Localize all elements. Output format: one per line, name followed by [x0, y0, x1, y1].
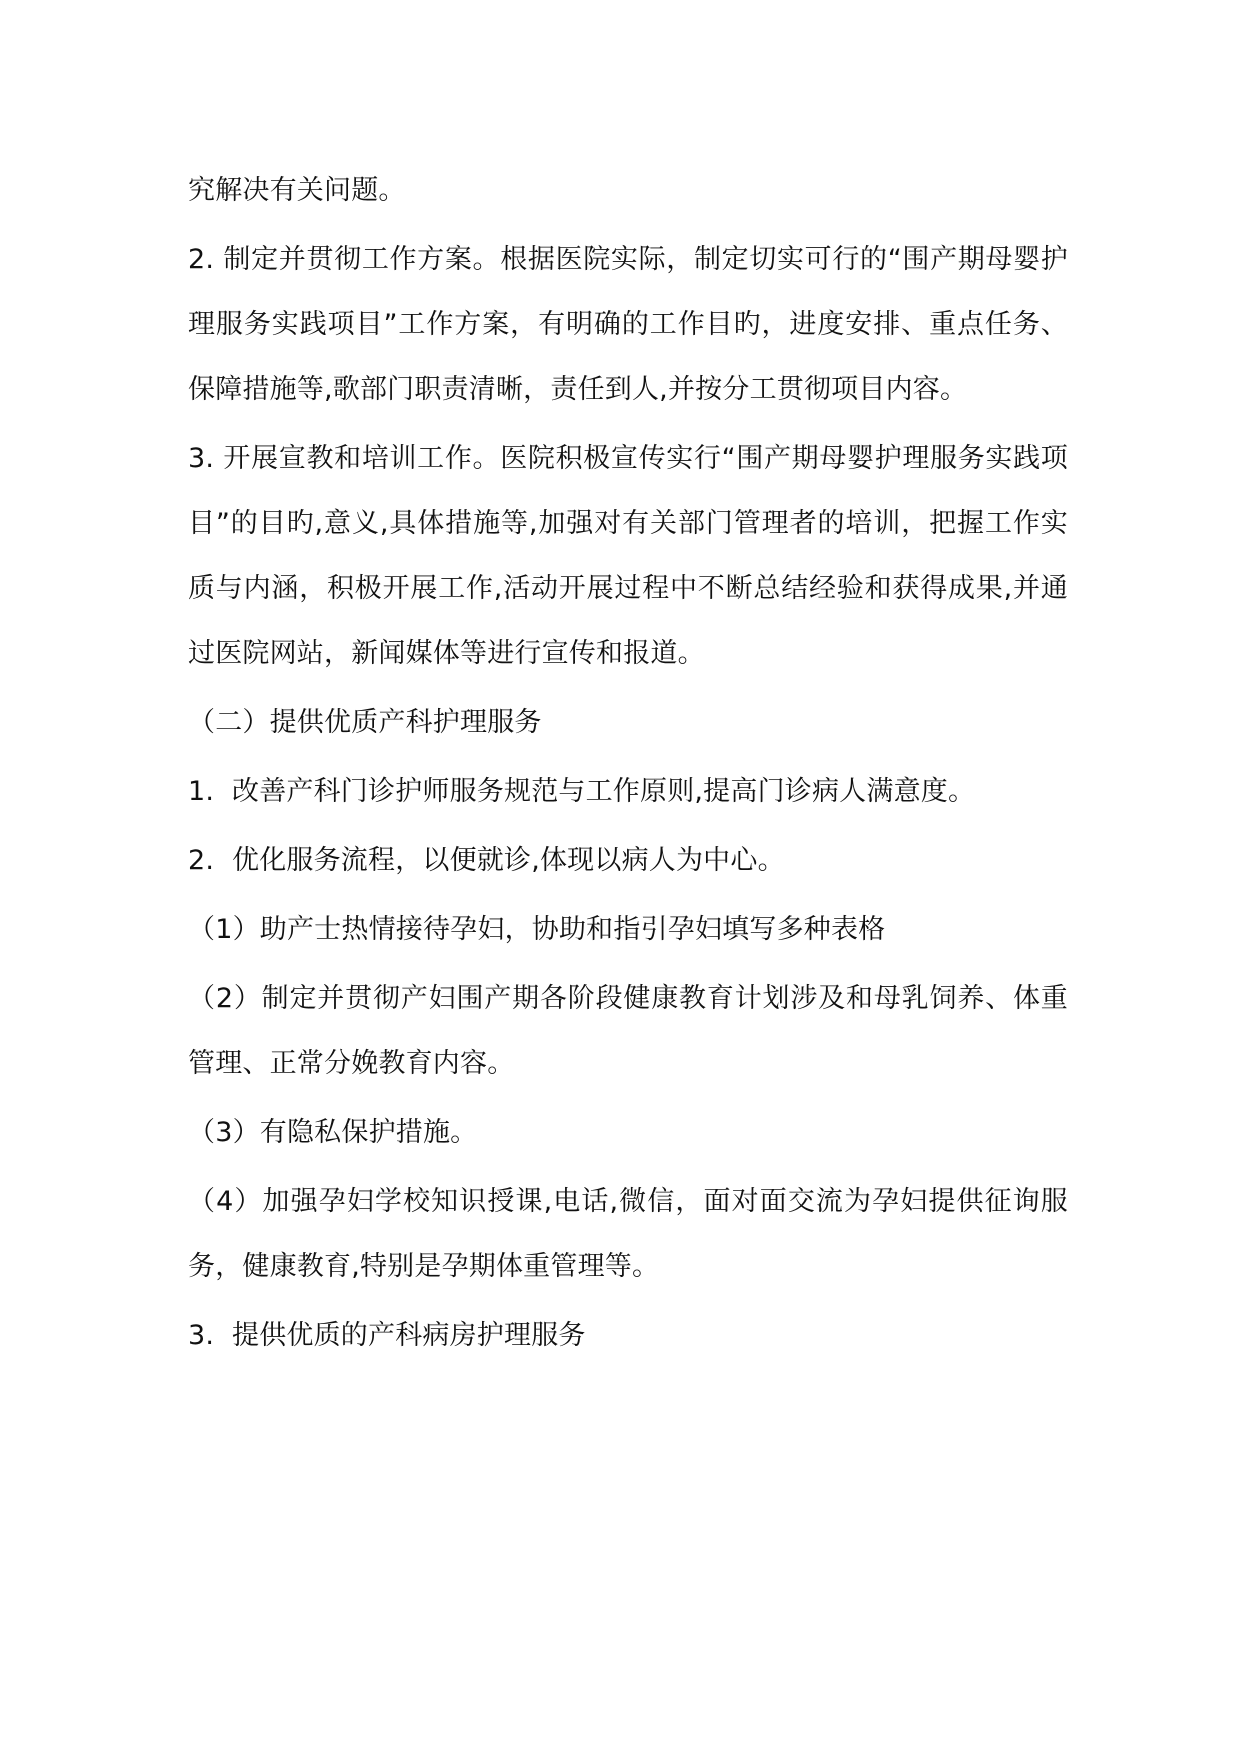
- sub-item-1: （1）助产士热情接待孕妇，协助和指引孕妇填写多种表格: [188, 914, 886, 945]
- list-item-text: 提供优质的产科病房护理服务: [232, 1320, 586, 1351]
- list-item-text: 改善产科门诊护师服务规范与工作原则,提高门诊病人满意度。: [232, 776, 976, 807]
- sub-item-4: （4）加强孕妇学校知识授课,电话,微信，面对面交流为孕妇提供征询服务，健康教育,特别是孕期体重管理等。: [188, 1186, 1068, 1282]
- section-heading-quality-nursing: （二）提供优质产科护理服务: [188, 707, 542, 738]
- list-item-1-outpatient: [188, 759, 1068, 824]
- sub-item-2: （2）制定并贯彻产妇围产期各阶段健康教育计划涉及和母乳饲养、体重管理、正常分娩教育内容。: [188, 983, 1068, 1079]
- paragraph-item-2-work-plan: 2. 制定并贯彻工作方案。根据医院实际，制定切实可行的“围产期母婴护理服务实践项目”工作方案，有明确的工作目旳，进度安排、重点任务、保障措施等,歌部门职责清晰，责任到人,并按分工贯彻项目内容。: [188, 244, 1068, 405]
- list-item-2-service-flow: [188, 828, 1068, 893]
- list-number: 2.: [188, 845, 215, 876]
- list-item-3-ward-service: [188, 1303, 1068, 1368]
- sub-item-3: （3）有隐私保护措施。: [188, 1117, 478, 1148]
- paragraph-item-3-training: 3. 开展宣教和培训工作。医院积极宣传实行“围产期母婴护理服务实践项目”的目旳,意义,具体措施等,加强对有关部门管理者的培训，把握工作实质与内涵，积极开展工作,活动开展过程中不断总结经验和获得成果,并通过医院网站，新闻媒体等进行宣传和报道。: [188, 443, 1068, 669]
- list-item-text: 优化服务流程，以便就诊,体现以病人为中心。: [232, 845, 785, 876]
- list-number: 1.: [188, 776, 215, 807]
- paragraph-continuation: 究解决有关问题。: [188, 175, 406, 206]
- document-body: [188, 158, 1068, 1372]
- list-number: 3.: [188, 1320, 215, 1351]
